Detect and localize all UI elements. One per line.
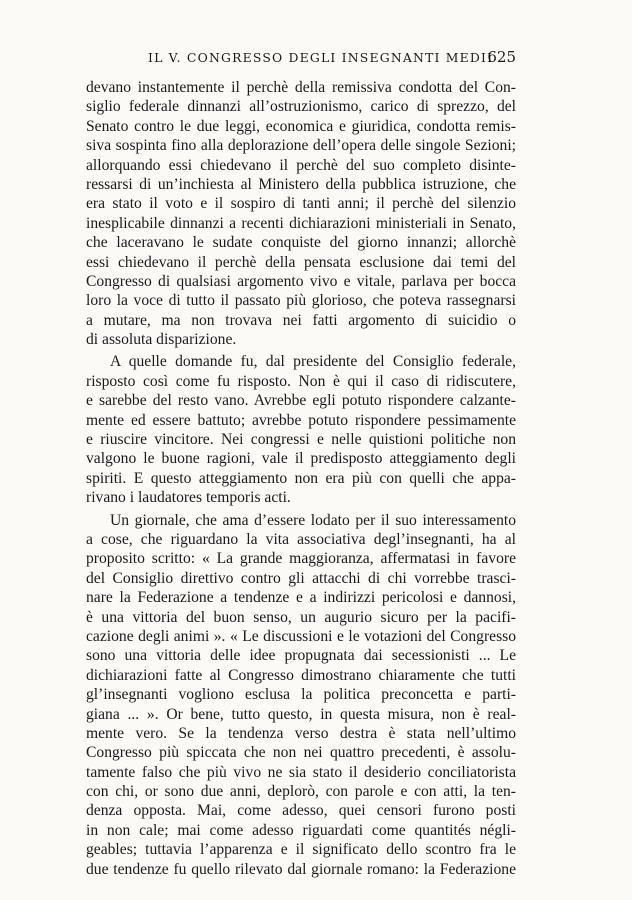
- text-line: denza opposta. Mai, come adesso, quei censori furono posti: [86, 802, 516, 820]
- page-header: [88, 48, 516, 68]
- text-line: inesplicabile dinnanzi a recenti dichiarazioni ministeriali in Senato,: [86, 214, 516, 232]
- text-line: e riuscire vincitore. Nei congressi e nelle quistioni politiche non: [86, 431, 516, 449]
- text-line: devano instantemente il perchè della remissiva condotta del Con-: [86, 79, 516, 96]
- text-line: a mutare, ma non trovava nei fatti argomento di suicidio o: [86, 311, 516, 329]
- text-line: due tendenze fu quello rilevato dal giornale romano: la Federazione: [86, 860, 516, 878]
- text-line: Senato contro le due leggi, economica e giuridica, condotta remis-: [86, 117, 516, 135]
- text-line: giana ... ». Or bene, tutto questo, in questa misura, non è real-: [86, 705, 516, 723]
- text-line: geables; tuttavia l’apparenza e il significato dello scontro fra le: [86, 841, 516, 859]
- text-line: è una vittoria del buon senso, un augurio sicuro per la pacifi-: [86, 608, 516, 626]
- text-line: Congresso più spiccata che non nei quattro precedenti, è assolu-: [86, 744, 516, 762]
- text-line: valgono le buone ragioni, vale il predisposto atteggiamento degli: [86, 450, 516, 468]
- text-line: A quelle domande fu, dal presidente del Consiglio federale,: [110, 353, 516, 371]
- text-line: era stato il voto e il sospiro di tanti anni; il perchè del silenzio: [86, 195, 516, 213]
- text-line: mente ed essere battuto; avrebbe potuto rispondere pessimamente: [86, 411, 516, 429]
- text-line: del Consiglio direttivo contro gli attacchi di chi vorrebbe trasci-: [86, 569, 516, 587]
- text-line: mente vero. Se la tendenza verso destra è stata nell’ultimo: [86, 724, 516, 742]
- text-line: e sarebbe del resto vano. Avrebbe egli potuto rispondere calzante-: [86, 392, 516, 410]
- text-line: risposto così come fu risposto. Non è qui il caso di ridiscutere,: [86, 372, 516, 390]
- text-line: siva sospinta fino alla deplorazione dell’opera delle singole Sezioni;: [86, 137, 516, 155]
- text-line: essi chiedevano il perchè della pensata esclusione dai temi del: [86, 253, 516, 271]
- text-line: di assoluta disparizione.: [86, 331, 237, 349]
- text-line: rivano i laudatores temporis acti.: [86, 489, 291, 507]
- text-line: nare la Federazione a tendenze e a indirizzi pericolosi e dannosi,: [86, 589, 516, 607]
- text-line: che laceravano le sudate conquiste del giorno innanzi; allorchè: [86, 234, 516, 252]
- text-line: dichiarazioni fatte al Congresso dimostrano chiaramente che tutti: [86, 666, 516, 684]
- text-line: allorquando essi chiedevano il perchè del suo completo disinte-: [86, 156, 516, 174]
- text-line: in non cale; mai come adesso riguardati come quantités négli-: [86, 821, 516, 839]
- text-line: siglio federale dinnanzi all’ostruzionismo, carico di sprezzo, del: [86, 98, 516, 116]
- text-line: Congresso di qualsiasi argomento vivo e vitale, parlava per bocca: [86, 272, 516, 290]
- text-line: a cose, che riguardano la vita associativa degl’insegnanti, ha al: [86, 530, 516, 548]
- text-line: proposito scritto: « La grande maggioranza, affermatasi in favore: [86, 550, 516, 568]
- text-line: loro la voce di tutto il passato più glorioso, che poteva rassegnarsi: [86, 292, 516, 310]
- text-line: sono una vittoria delle idee propugnata dai secessionisti ... Le: [86, 647, 516, 665]
- text-line: gl’insegnanti vogliono esclusa la politica preconcetta e parti-: [86, 686, 516, 704]
- body-text: [86, 78, 516, 879]
- text-line: Un giornale, che ama d’essere lodato per il suo interessamento: [110, 511, 516, 529]
- text-line: ressarsi di un’inchiesta al Ministero della pubblica istruzione, che: [86, 175, 516, 193]
- text-line: cazione degli animi ». « Le discussioni e le votazioni del Congresso: [86, 627, 516, 645]
- text-line: con chi, or sono due anni, deplorò, con parole e con atti, la ten-: [86, 783, 516, 801]
- running-title: IL V. CONGRESSO DEGLI INSEGNANTI MEDII: [148, 50, 494, 65]
- text-line: spiriti. E questo atteggiamento non era più con quelli che appa-: [86, 469, 516, 487]
- text-line: tamente falso che più vivo ne sia stato il desiderio conciliatorista: [86, 763, 516, 781]
- page-number: 625: [487, 48, 516, 66]
